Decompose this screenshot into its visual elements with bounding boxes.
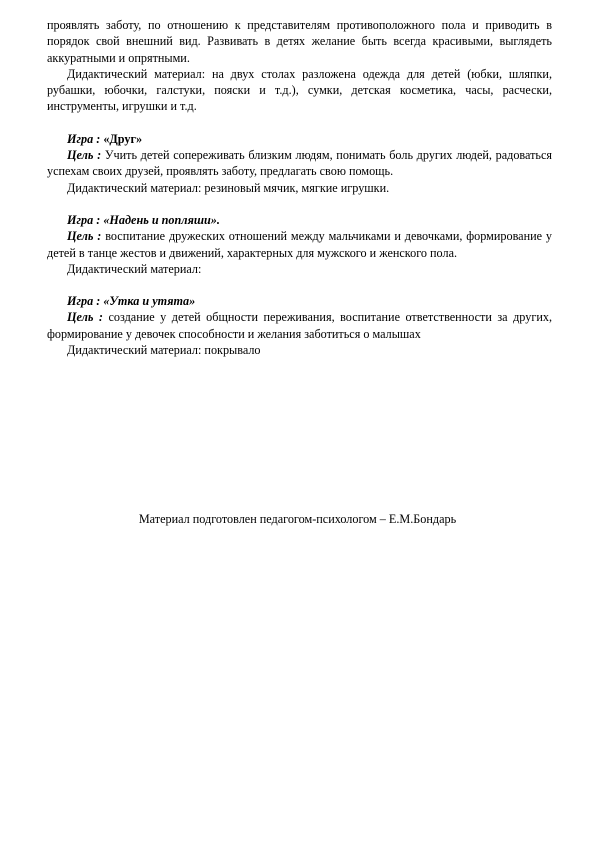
goal-text: Учить детей сопереживать близким людям, понимать боль других людей, радоваться успехам своих друзей, проявлять заботу, предлагать свою помощь. [47, 148, 553, 179]
goal-text: создание у детей общности переживания, воспитание ответственности за других, формирование у девочек способности и желания заботиться о малышах [47, 310, 552, 341]
game-goal [47, 228, 552, 261]
game-material: Дидактический материал: покрывало [67, 343, 261, 358]
game-title [47, 212, 552, 228]
game-goal [47, 309, 552, 342]
game-material: Дидактический материал: резиновый мячик, мягкие игрушки. [67, 180, 390, 195]
game-name: «Надень и попляши». [103, 212, 220, 227]
goal-text: воспитание дружеских отношений между мальчиками и девочками, формирование у детей в танце жестов и движений, характерных для мужского и женского пола. [47, 229, 552, 260]
goal-label: Цель : [67, 229, 102, 244]
game-label: Игра : [67, 131, 104, 146]
game-material: Дидактический материал: [67, 261, 202, 276]
game-name: «Утка и утята» [103, 294, 196, 309]
game-label: Игра : [67, 294, 104, 309]
document-body [47, 17, 552, 358]
goal-label: Цель : [67, 148, 102, 163]
intro-paragraph: проявлять заботу, по отношению к представителям противоположного пола и приводить в порядок свой внешний вид. Развивать в детях желание быть всегда красивыми, выглядеть аккуратными и опрятными. [47, 18, 552, 65]
game-goal [47, 147, 552, 180]
author-credit: Материал подготовлен педагогом-психологом – Е.М.Бондарь [138, 512, 457, 526]
game-name: «Друг» [103, 131, 143, 146]
game-title [47, 131, 552, 147]
game-label: Игра : [67, 212, 104, 227]
intro-material: Дидактический материал: на двух столах разложена одежда для детей (юбки, шляпки, рубашки, юбочки, галстуки, пояски и т.д.), сумки, детская косметика, часы, расчески, инструменты, игрушки и т.д. [47, 66, 552, 114]
goal-label: Цель : [67, 310, 103, 325]
game-title [47, 293, 552, 309]
